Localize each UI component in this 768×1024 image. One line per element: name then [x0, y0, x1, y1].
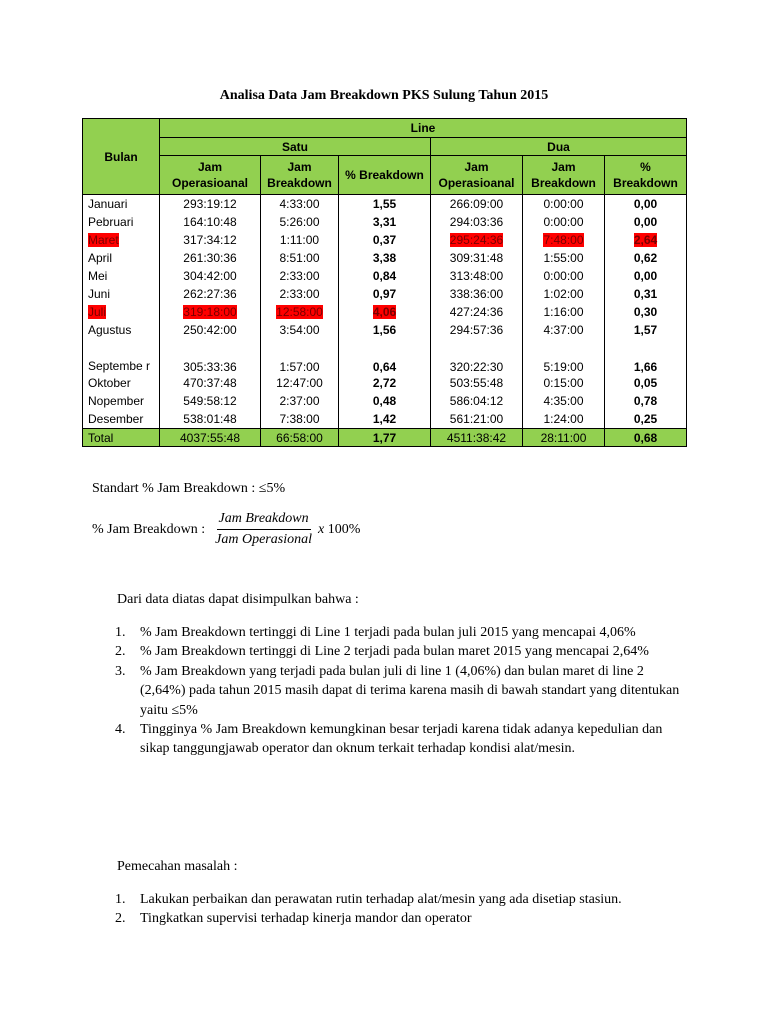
month-cell	[83, 303, 160, 321]
ops2-cell: 320:22:30	[431, 339, 523, 374]
header-jam-breakdown-1: Jam Breakdown	[261, 156, 339, 195]
list-number: 2.	[115, 644, 126, 660]
header-pct-breakdown-2: % Breakdown	[605, 156, 687, 195]
pct1-cell: 0,84	[339, 267, 431, 285]
total-pct1: 1,77	[339, 429, 431, 447]
ops1-cell: 549:58:12	[160, 392, 261, 410]
document-title: Analisa Data Jam Breakdown PKS Sulung Tahun 2015	[219, 88, 549, 103]
bd2-cell: 1:16:00	[523, 303, 605, 321]
bd1-cell: 5:26:00	[261, 213, 339, 231]
header-pct-breakdown-1: % Breakdown	[339, 156, 431, 195]
total-label: Total	[83, 429, 160, 447]
month-cell: Septembe r	[83, 339, 160, 374]
bd1-cell: 3:54:00	[261, 321, 339, 339]
highlighted-text: 295:24:36	[449, 233, 504, 247]
header-line-dua: Dua	[431, 138, 687, 156]
ops2-cell: 266:09:00	[431, 195, 523, 214]
highlighted-text: 4,06	[372, 305, 397, 319]
pct1-cell: 2,72	[339, 374, 431, 392]
highlighted-text: 12:58:00	[276, 305, 323, 319]
header-bulan: Bulan	[83, 119, 160, 195]
bd1-cell: 12:47:00	[261, 374, 339, 392]
bd2-cell: 4:37:00	[523, 321, 605, 339]
bd1-cell: 2:37:00	[261, 392, 339, 410]
pct1-cell: 0,64	[339, 339, 431, 374]
highlighted-text: 2,64	[633, 233, 658, 247]
pct2-cell: 0,62	[605, 249, 687, 267]
bd1-cell: 8:51:00	[261, 249, 339, 267]
formula-multiplier: x	[317, 521, 325, 537]
pct1-cell: 0,37	[339, 231, 431, 249]
ops1-cell: 250:42:00	[160, 321, 261, 339]
bd2-cell: 5:19:00	[523, 339, 605, 374]
highlighted-text: 7:48:00	[543, 233, 584, 247]
list-text: % Jam Breakdown tertinggi di Line 2 terjadi pada bulan maret 2015 yang mencapai 2,64%	[140, 644, 649, 660]
table-row	[83, 303, 687, 321]
ops2-cell	[431, 231, 523, 249]
ops1-cell: 538:01:48	[160, 410, 261, 429]
ops1-cell: 304:42:00	[160, 267, 261, 285]
bd1-cell: 4:33:00	[261, 195, 339, 214]
header-jam-operasional-2: Jam Operasioanal	[431, 156, 523, 195]
bd1-cell	[261, 303, 339, 321]
table-row	[83, 195, 687, 214]
pct1-cell: 1,55	[339, 195, 431, 214]
list-item	[115, 909, 685, 928]
pct1-cell: 3,31	[339, 213, 431, 231]
ops2-cell: 561:21:00	[431, 410, 523, 429]
pct1-cell	[339, 303, 431, 321]
total-bd2: 28:11:00	[523, 429, 605, 447]
month-cell: Januari	[83, 195, 160, 214]
bd2-cell: 0:00:00	[523, 267, 605, 285]
ops2-cell: 586:04:12	[431, 392, 523, 410]
pct2-cell: 1,57	[605, 321, 687, 339]
table-row	[83, 374, 687, 392]
table-row	[83, 213, 687, 231]
highlighted-text: Maret	[88, 233, 119, 247]
list-number: 2.	[115, 911, 126, 927]
total-ops2: 4511:38:42	[431, 429, 523, 447]
ops2-cell: 338:36:00	[431, 285, 523, 303]
pct2-cell: 0,31	[605, 285, 687, 303]
bd2-cell: 1:02:00	[523, 285, 605, 303]
table-row	[83, 392, 687, 410]
formula-denominator: Jam Operasional	[215, 532, 312, 547]
month-cell: Desember	[83, 410, 160, 429]
bd2-cell: 4:35:00	[523, 392, 605, 410]
month-cell: April	[83, 249, 160, 267]
ops1-cell: 317:34:12	[160, 231, 261, 249]
list-number: 1.	[115, 892, 126, 907]
ops1-cell: 293:19:12	[160, 195, 261, 214]
bd1-cell: 1:57:00	[261, 339, 339, 374]
month-cell: Juni	[83, 285, 160, 303]
list-text: Tingginya % Jam Breakdown kemungkinan besar terjadi karena tidak adanya kepedulian dan sikap tanggungjawab operator dan oknum terkait terhadap kondisi alat/mesin.	[140, 722, 663, 757]
formula-fraction	[213, 511, 314, 548]
month-cell: Mei	[83, 267, 160, 285]
bd2-cell: 0:00:00	[523, 195, 605, 214]
month-cell: Oktober	[83, 374, 160, 392]
bd2-cell: 1:24:00	[523, 410, 605, 429]
highlighted-text: 319:18:00	[183, 305, 237, 319]
pct1-cell: 1,42	[339, 410, 431, 429]
breakdown-formula	[92, 511, 360, 548]
list-item	[115, 623, 685, 642]
breakdown-table	[82, 118, 687, 447]
pct2-cell: 0,30	[605, 303, 687, 321]
ops2-cell: 294:03:36	[431, 213, 523, 231]
bd1-cell: 2:33:00	[261, 285, 339, 303]
standard-note: Standart % Jam Breakdown : ≤5%	[92, 481, 286, 496]
table-total-row	[83, 429, 687, 447]
ops1-cell: 470:37:48	[160, 374, 261, 392]
ops1-cell: 261:30:36	[160, 249, 261, 267]
pct1-cell: 3,38	[339, 249, 431, 267]
bd2-cell	[523, 231, 605, 249]
solution-intro: Pemecahan masalah :	[117, 859, 238, 874]
conclusion-intro: Dari data diatas dapat disimpulkan bahwa :	[117, 592, 359, 607]
ops2-cell: 427:24:36	[431, 303, 523, 321]
pct2-cell: 0,05	[605, 374, 687, 392]
bd1-cell: 7:38:00	[261, 410, 339, 429]
ops1-cell: 262:27:36	[160, 285, 261, 303]
ops2-cell: 503:55:48	[431, 374, 523, 392]
pct2-cell: 0,78	[605, 392, 687, 410]
list-text: Tingkatkan supervisi terhadap kinerja mandor dan operator	[140, 911, 472, 927]
pct1-cell: 1,56	[339, 321, 431, 339]
pct1-cell: 0,48	[339, 392, 431, 410]
list-number: 4.	[115, 722, 126, 738]
bd2-cell: 1:55:00	[523, 249, 605, 267]
bd1-cell: 1:11:00	[261, 231, 339, 249]
month-cell: Pebruari	[83, 213, 160, 231]
table-row	[83, 339, 687, 374]
month-cell	[83, 231, 160, 249]
list-item	[115, 662, 685, 720]
bd2-cell: 0:00:00	[523, 213, 605, 231]
total-bd1: 66:58:00	[261, 429, 339, 447]
header-line: Line	[160, 119, 687, 138]
month-cell: Agustus	[83, 321, 160, 339]
pct1-cell: 0,97	[339, 285, 431, 303]
formula-label: % Jam Breakdown :	[92, 521, 206, 537]
ops2-cell: 309:31:48	[431, 249, 523, 267]
pct2-cell: 0,25	[605, 410, 687, 429]
list-number: 3.	[115, 663, 126, 679]
total-ops1: 4037:55:48	[160, 429, 261, 447]
pct2-cell: 0,00	[605, 267, 687, 285]
formula-numerator: Jam Breakdown	[217, 511, 311, 530]
formula-factor: 100%	[327, 521, 361, 537]
ops2-cell: 294:57:36	[431, 321, 523, 339]
pct2-cell: 0,00	[605, 213, 687, 231]
header-jam-breakdown-2: Jam Breakdown	[523, 156, 605, 195]
list-number: 1.	[115, 625, 126, 640]
pct2-cell	[605, 231, 687, 249]
ops1-cell: 305:33:36	[160, 339, 261, 374]
list-item	[115, 720, 685, 759]
table-row	[83, 231, 687, 249]
ops1-cell	[160, 303, 261, 321]
conclusion-list	[115, 623, 685, 759]
ops1-cell: 164:10:48	[160, 213, 261, 231]
ops2-cell: 313:48:00	[431, 267, 523, 285]
bd2-cell: 0:15:00	[523, 374, 605, 392]
month-cell: Nopember	[83, 392, 160, 410]
list-item	[115, 642, 685, 661]
table-row	[83, 285, 687, 303]
pct2-cell: 1,66	[605, 339, 687, 374]
list-text: Lakukan perbaikan dan perawatan rutin terhadap alat/mesin yang ada disetiap stasiun.	[140, 892, 622, 907]
table-row	[83, 410, 687, 429]
list-item	[115, 890, 685, 909]
solution-list	[115, 890, 685, 929]
list-text: % Jam Breakdown tertinggi di Line 1 terjadi pada bulan juli 2015 yang mencapai 4,06%	[140, 625, 636, 640]
highlighted-text: Juli	[88, 305, 107, 319]
pct2-cell: 0,00	[605, 195, 687, 214]
list-text: % Jam Breakdown yang terjadi pada bulan juli di line 1 (4,06%) dan bulan maret di line 2 (2,64%) pada tahun 2015 masih dapat di terima karena masih di bawah standart yang ditentukan yaitu ≤5%	[140, 663, 680, 718]
table-row	[83, 267, 687, 285]
header-line-satu: Satu	[160, 138, 431, 156]
header-jam-operasional-1: Jam Operasioanal	[160, 156, 261, 195]
table-row	[83, 321, 687, 339]
bd1-cell: 2:33:00	[261, 267, 339, 285]
table-row	[83, 249, 687, 267]
total-pct2: 0,68	[605, 429, 687, 447]
